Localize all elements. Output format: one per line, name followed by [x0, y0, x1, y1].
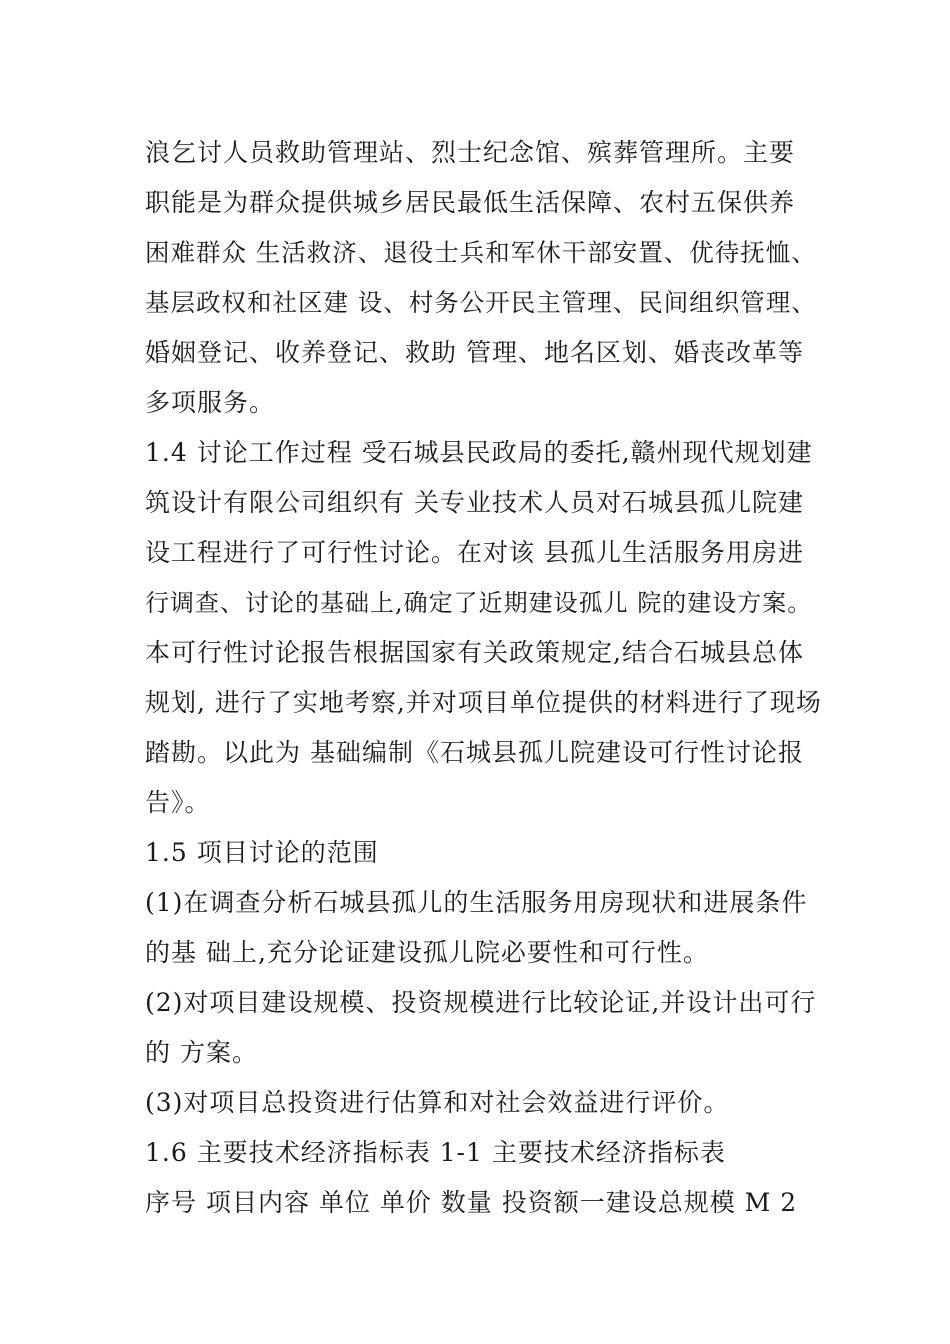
document-body: [145, 128, 825, 1228]
text-line: 本可行性讨论报告根据国家有关政策规定,结合石城县总体: [145, 638, 804, 667]
text-line: 规划, 进行了实地考察,并对项目单位提供的材料进行了现场: [145, 688, 822, 717]
list-item-2: (2)对项目建设规模、投资规模进行比较论证,并设计出可行: [145, 988, 817, 1017]
text-line: 设工程进行了可行性讨论。在对该 县孤儿生活服务用房进: [145, 538, 804, 567]
text-line: 的 方案。: [145, 1038, 258, 1067]
list-item-1: (1)在调查分析石城县孤儿的生活服务用房现状和进展条件: [145, 888, 808, 917]
text-line: 困难群众 生活救济、退役士兵和军休干部安置、优待抚恤、: [145, 238, 817, 267]
section-heading-1-4: 1.4 讨论工作过程 受石城县民政局的委托,赣州现代规划建: [145, 438, 813, 467]
text-line: 浪乞讨人员救助管理站、烈士纪念馆、殡葬管理所。主要: [145, 138, 796, 167]
text-line: 职能是为群众提供城乡居民最低生活保障、农村五保供养: [145, 188, 796, 217]
section-heading-1-6: 1.6 主要技术经济指标表 1-1 主要技术经济指标表: [145, 1138, 726, 1167]
section-heading-1-5: 1.5 项目讨论的范围: [145, 838, 379, 867]
list-item-3: (3)对项目总投资进行估算和对社会效益进行评价。: [145, 1088, 730, 1117]
text-line: 踏勘。以此为 基础编制《石城县孤儿院建设可行性讨论报: [145, 738, 804, 767]
text-line: 基层政权和社区建 设、村务公开民主管理、民间组织管理、: [145, 288, 817, 317]
text-line: 的基 础上,充分论证建设孤儿院必要性和可行性。: [145, 938, 709, 967]
table-header-row: 序号 项目内容 单位 单价 数量 投资额一建设总规模 M 2: [145, 1188, 798, 1217]
text-line: 婚姻登记、收养登记、救助 管理、地名区划、婚丧改革等: [145, 338, 804, 367]
text-line: 筑设计有限公司组织有 关专业技术人员对石城县孤儿院建: [145, 488, 804, 517]
text-line: 行调查、讨论的基础上,确定了近期建设孤儿 院的建设方案。: [145, 589, 813, 617]
text-line: 告》。: [145, 788, 211, 817]
text-line: 多项服务。: [145, 388, 276, 417]
